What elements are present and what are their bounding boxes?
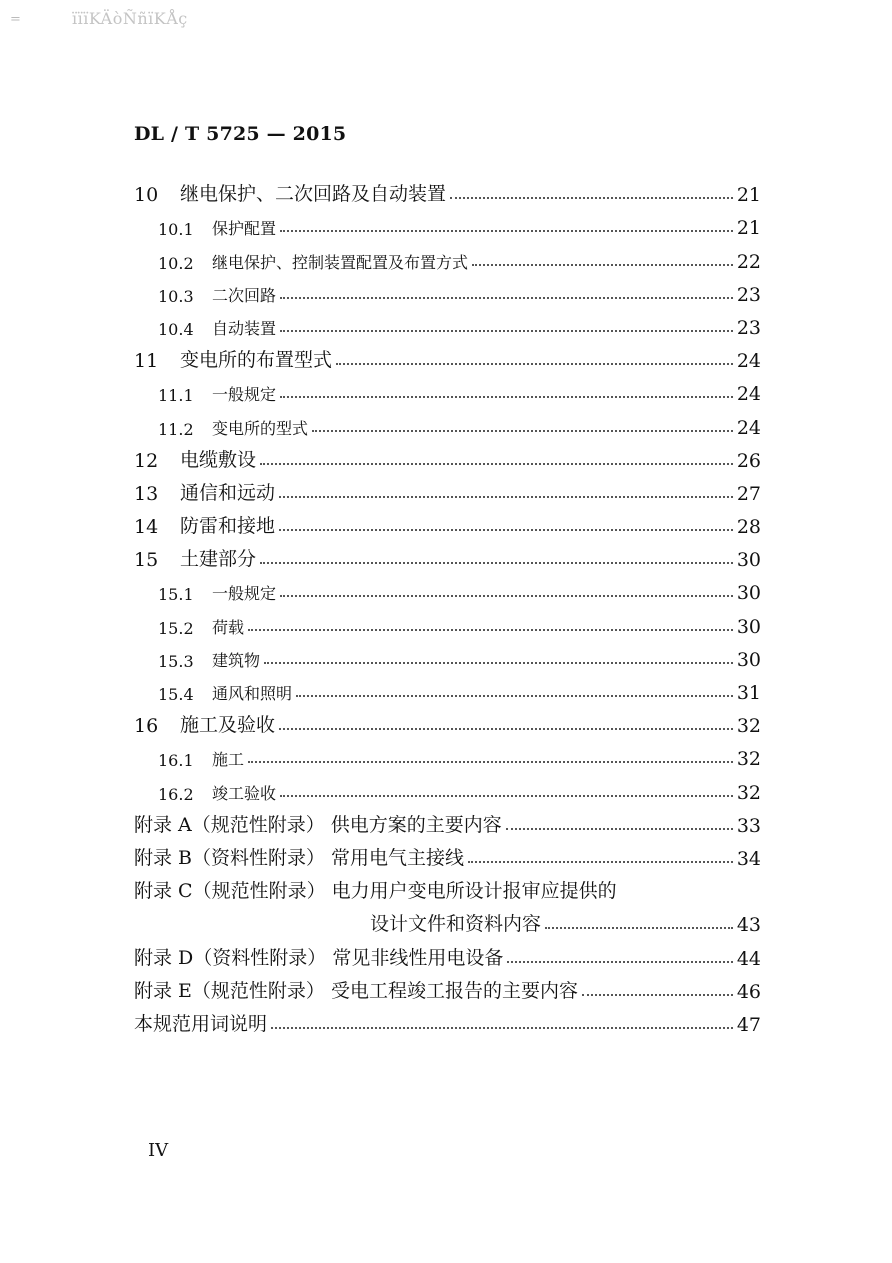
- toc-entry-title: 附录 B（资料性附录） 常用电气主接线: [134, 846, 465, 869]
- toc-dot-leader: [260, 463, 733, 465]
- toc-entry-number: 10.3: [158, 286, 194, 306]
- toc-entry-title: 附录 E（规范性附录） 受电工程竣工报告的主要内容: [134, 979, 578, 1002]
- toc-entry-number: 15.4: [158, 685, 194, 704]
- toc-dot-leader: [336, 363, 733, 365]
- toc-entry[interactable]: [134, 604, 761, 637]
- toc-entry-page: 32: [736, 748, 761, 771]
- toc-entry-title: 二次回路: [212, 285, 277, 305]
- toc-dot-leader: [271, 1027, 733, 1029]
- toc-dot-leader: [264, 662, 733, 664]
- toc-entry-title: 附录 D（资料性附录） 常见非线性用电设备: [134, 946, 504, 969]
- toc-dot-leader: [582, 994, 733, 996]
- toc-entry[interactable]: [134, 638, 761, 671]
- toc-entry-page: 44: [736, 947, 761, 970]
- toc-entry-number: 15: [134, 549, 159, 572]
- toc-entry-page: 22: [736, 250, 761, 273]
- table-of-contents: [134, 173, 761, 1036]
- toc-entry-page: 21: [736, 184, 761, 207]
- toc-entry-page: 34: [736, 847, 761, 870]
- toc-entry-title: 本规范用词说明: [134, 1012, 268, 1035]
- toc-entry-title: 竣工验收: [212, 783, 277, 803]
- toc-entry[interactable]: [134, 804, 761, 837]
- toc-entry[interactable]: [134, 936, 761, 969]
- toc-entry[interactable]: [134, 870, 761, 903]
- toc-entry-title: 电缆敷设: [180, 448, 257, 471]
- toc-entry-title: 继电保护、控制装置配置及布置方式: [212, 252, 469, 272]
- toc-entry-number: 15.1: [158, 585, 194, 605]
- toc-entry-page: 28: [736, 516, 761, 539]
- toc-dot-leader: [248, 761, 733, 763]
- toc-entry-page: 30: [736, 615, 761, 638]
- toc-entry[interactable]: [134, 372, 761, 405]
- toc-entry-page: 47: [736, 1013, 761, 1036]
- toc-entry-title: 变电所的布置型式: [180, 349, 333, 372]
- toc-entry-page: 27: [736, 482, 761, 505]
- toc-entry-title: 一般规定: [212, 584, 277, 604]
- toc-entry-title: 土建部分: [180, 548, 257, 571]
- toc-dot-leader: [506, 828, 733, 830]
- toc-entry[interactable]: [134, 405, 761, 438]
- toc-dot-leader: [450, 197, 733, 199]
- toc-entry-title: 施工: [212, 750, 245, 770]
- toc-entry-page: 24: [736, 383, 761, 406]
- toc-entry[interactable]: [134, 239, 761, 272]
- toc-entry-page: 30: [736, 582, 761, 605]
- toc-entry-number: 14: [134, 516, 159, 539]
- toc-entry-number: 10: [134, 184, 159, 207]
- toc-dot-leader: [280, 795, 733, 797]
- toc-entry-number: 16.2: [158, 784, 194, 804]
- toc-dot-leader: [472, 264, 733, 266]
- toc-dot-leader: [507, 961, 732, 963]
- toc-entry-number: 15.2: [158, 618, 194, 638]
- toc-entry[interactable]: [134, 837, 761, 870]
- toc-entry[interactable]: [134, 206, 761, 239]
- document-code: DL / T 5725 — 2015: [134, 123, 347, 145]
- toc-entry[interactable]: [134, 571, 761, 604]
- toc-dot-leader: [468, 861, 733, 863]
- toc-entry-number: 13: [134, 482, 159, 505]
- toc-entry-number: 10.4: [158, 319, 194, 339]
- page-number: IV: [148, 1140, 169, 1161]
- toc-entry-number: 15.3: [158, 651, 194, 671]
- toc-entry-page: 30: [736, 549, 761, 572]
- toc-entry-page: 32: [736, 715, 761, 738]
- toc-entry[interactable]: [134, 505, 761, 538]
- toc-entry[interactable]: [134, 770, 761, 803]
- toc-entry-page: 32: [736, 781, 761, 804]
- toc-entry-number: 16: [134, 715, 159, 738]
- toc-entry[interactable]: [134, 704, 761, 737]
- toc-entry-title: 通信和远动: [180, 481, 276, 504]
- toc-entry[interactable]: [134, 306, 761, 339]
- toc-dot-leader: [312, 430, 733, 432]
- toc-entry-number: 11.2: [158, 419, 194, 439]
- toc-entry[interactable]: [134, 1003, 761, 1036]
- toc-entry-page: 33: [736, 814, 761, 837]
- toc-entry-title: 荷载: [212, 617, 245, 637]
- toc-entry-number: 12: [134, 449, 159, 472]
- toc-entry[interactable]: [134, 472, 761, 505]
- toc-entry-page: 46: [736, 980, 761, 1003]
- toc-entry-page: 31: [736, 682, 761, 704]
- toc-entry-title: 一般规定: [212, 385, 277, 405]
- toc-entry-title: 继电保护、二次回路及自动装置: [180, 183, 447, 206]
- toc-dot-leader: [280, 297, 733, 299]
- toc-entry-page: 26: [736, 449, 761, 472]
- toc-entry-title: 防雷和接地: [180, 515, 276, 538]
- toc-entry-title: 施工及验收: [180, 714, 276, 737]
- toc-entry-page: 24: [736, 416, 761, 439]
- toc-entry-title: 保护配置: [212, 219, 277, 239]
- toc-entry-title: 变电所的型式: [212, 418, 309, 438]
- toc-dot-leader: [280, 330, 733, 332]
- toc-entry-number: 11.1: [158, 386, 194, 406]
- header-mark: =: [10, 12, 21, 27]
- toc-dot-leader: [248, 629, 733, 631]
- toc-entry[interactable]: [134, 273, 761, 306]
- toc-entry-title: 设计文件和资料内容: [370, 913, 542, 936]
- toc-entry[interactable]: [134, 439, 761, 472]
- toc-entry-page: 43: [736, 914, 761, 937]
- toc-entry-title: 自动装置: [212, 318, 277, 338]
- toc-dot-leader: [260, 562, 733, 564]
- toc-dot-leader: [280, 230, 733, 232]
- toc-entry[interactable]: [134, 173, 761, 206]
- toc-entry[interactable]: [134, 970, 761, 1003]
- toc-entry-title: 附录 C（规范性附录） 电力用户变电所设计报审应提供的: [134, 880, 617, 903]
- toc-entry-title: 通风和照明: [212, 684, 293, 703]
- toc-entry-title: 建筑物: [212, 650, 261, 670]
- toc-dot-leader: [280, 396, 733, 398]
- toc-entry[interactable]: [134, 903, 761, 936]
- toc-entry-number: 10.2: [158, 253, 194, 273]
- toc-entry-page: 30: [736, 648, 761, 671]
- toc-entry-number: 10.1: [158, 220, 194, 240]
- toc-entry-page: 23: [736, 283, 761, 306]
- toc-dot-leader: [279, 728, 733, 730]
- toc-entry[interactable]: [134, 339, 761, 372]
- toc-dot-leader: [545, 927, 733, 929]
- toc-entry[interactable]: [134, 538, 761, 571]
- toc-entry-page: 24: [736, 350, 761, 373]
- toc-dot-leader: [280, 595, 733, 597]
- toc-dot-leader: [279, 529, 733, 531]
- header-garbled-text: ïïïKÄòÑñïKÅç: [72, 9, 188, 28]
- toc-entry[interactable]: [134, 737, 761, 770]
- toc-dot-leader: [279, 496, 733, 498]
- toc-entry-page: 23: [736, 316, 761, 339]
- toc-entry[interactable]: [134, 671, 761, 704]
- toc-entry-title: 附录 A（规范性附录） 供电方案的主要内容: [134, 813, 502, 836]
- toc-entry-page: 21: [736, 217, 761, 240]
- toc-entry-number: 16.1: [158, 751, 194, 771]
- toc-dot-leader: [296, 695, 733, 697]
- toc-entry-number: 11: [134, 350, 159, 373]
